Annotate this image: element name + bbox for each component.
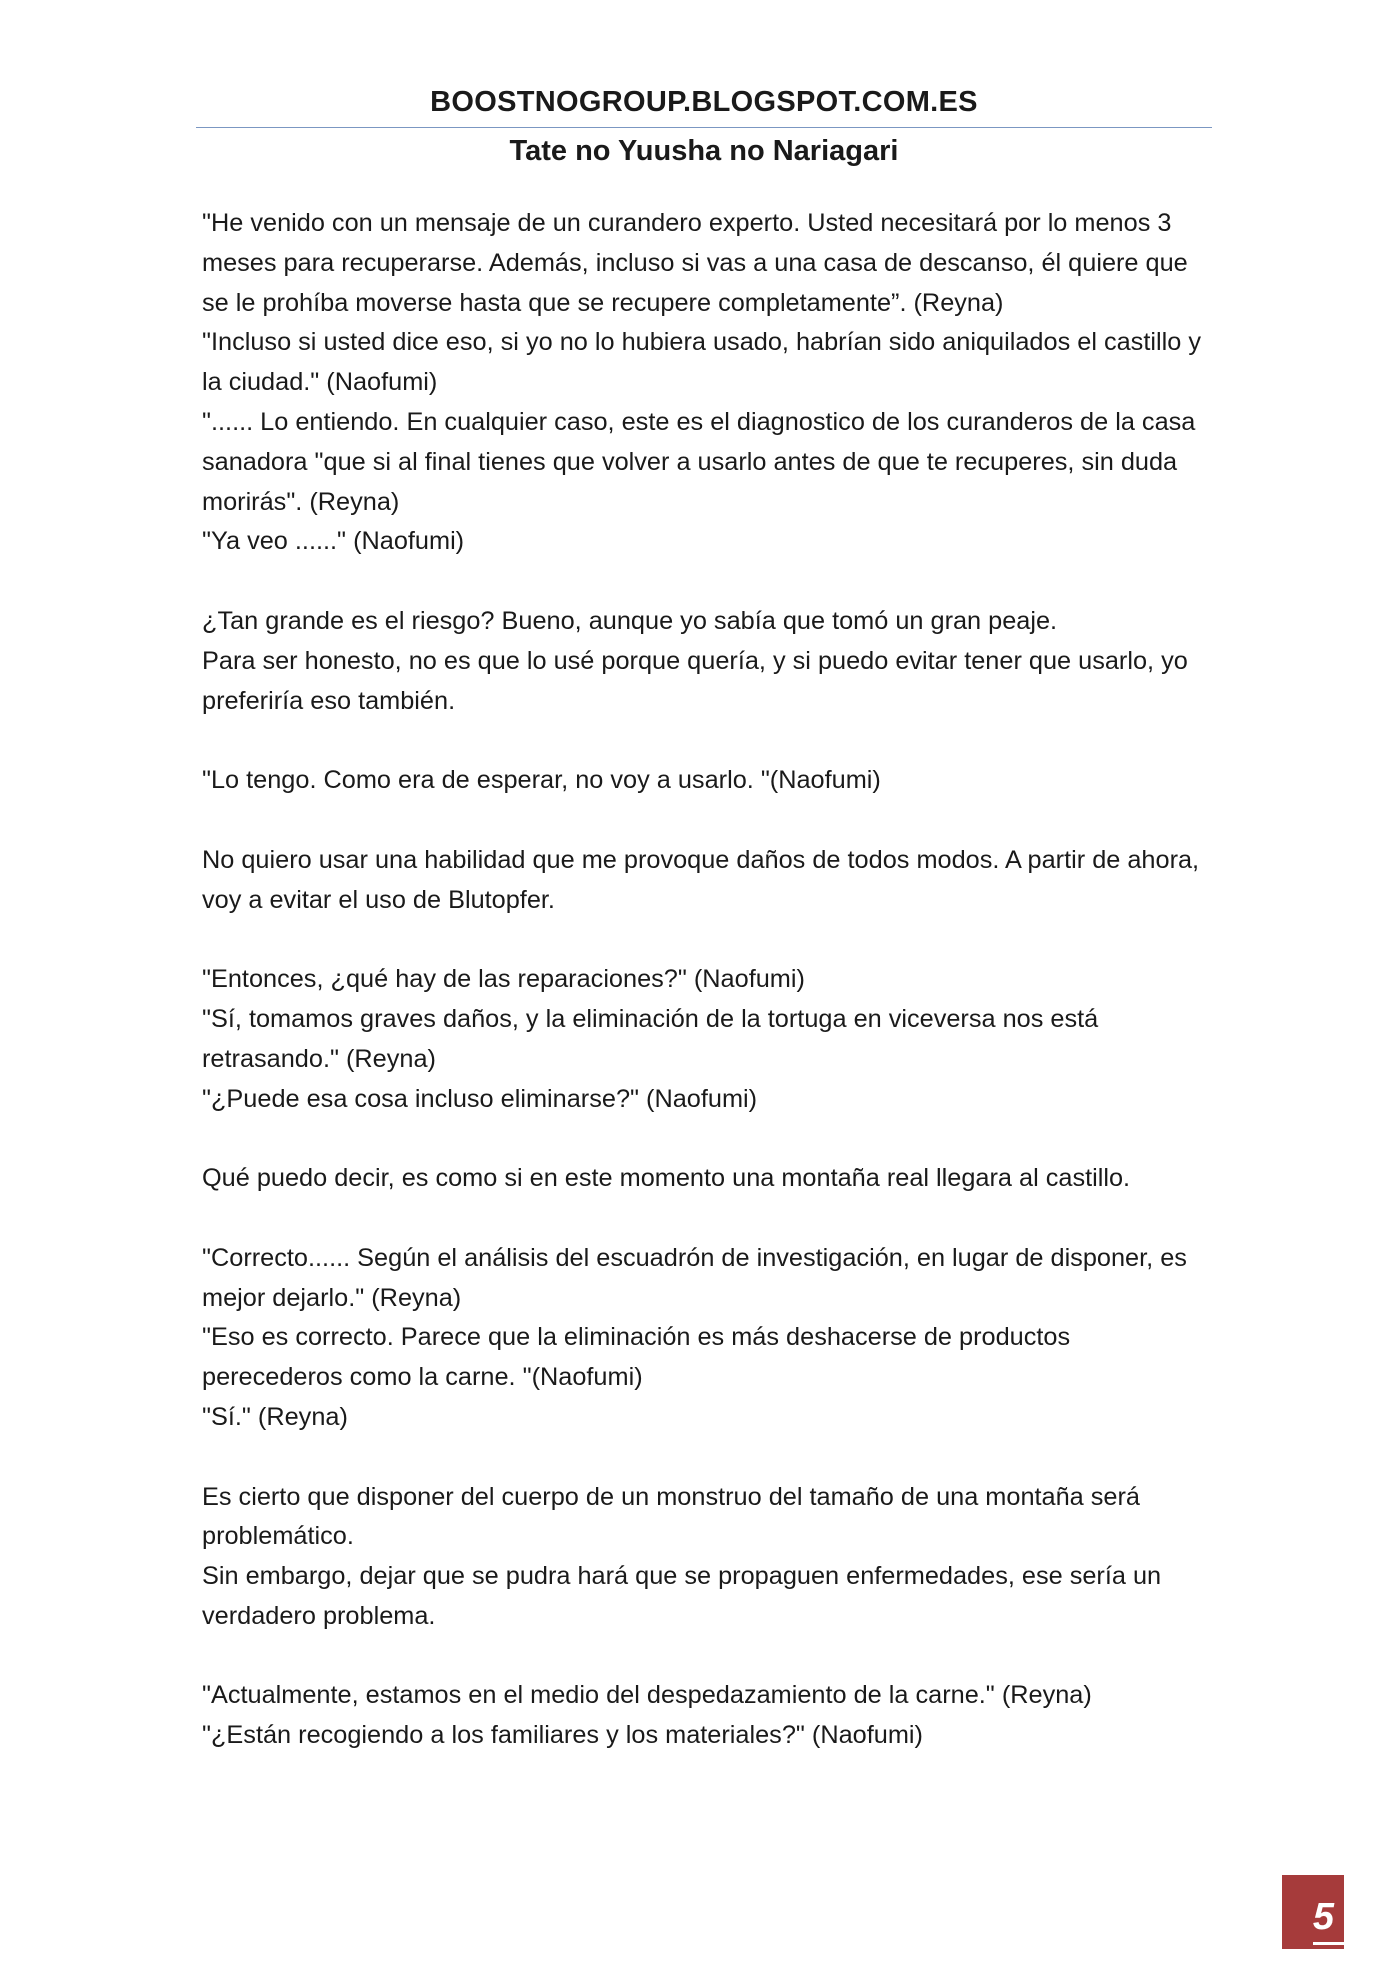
paragraph: "...... Lo entiendo. En cualquier caso, este es el diagnostico de los curanderos de la casa sanadora "que si al final tienes que volver a usarlo antes de que te recuperes, sin duda morirás". (Reyna) <box>202 407 1196 516</box>
paragraph: No quiero usar una habilidad que me provoque daños de todos modos. A partir de ahora, voy a evitar el uso de Blutopfer. <box>202 845 1200 914</box>
page-number: 5 <box>1313 1898 1344 1945</box>
paragraph: Para ser honesto, no es que lo usé porque quería, y si puedo evitar tener que usarlo, yo preferiría eso también. <box>202 646 1188 715</box>
paragraph: "Sí, tomamos graves daños, y la eliminación de la tortuga en viceversa nos está retrasando." (Reyna) <box>202 1004 1099 1073</box>
paragraph: "Ya veo ......" (Naofumi) <box>202 527 465 556</box>
paragraph: Sin embargo, dejar que se pudra hará que se propaguen enfermedades, ese sería un verdadero problema. <box>202 1562 1162 1630</box>
paragraph: "¿Puede esa cosa incluso eliminarse?" (Naofumi) <box>202 1084 758 1113</box>
paragraph: "Sí." (Reyna) <box>202 1402 348 1431</box>
paragraph: ¿Tan grande es el riesgo? Bueno, aunque yo sabía que tomó un gran peaje. <box>202 606 1058 635</box>
paragraph: Es cierto que disponer del cuerpo de un monstruo del tamaño de una montaña será problemático. <box>202 1482 1140 1551</box>
paragraph: "Correcto...... Según el análisis del escuadrón de investigación, en lugar de disponer, es mejor dejarlo." (Reyna) <box>202 1243 1187 1312</box>
paragraph: "Actualmente, estamos en el medio del despedazamiento de la carne." (Reyna) <box>202 1681 1092 1710</box>
page-header <box>196 80 1212 173</box>
paragraph: "Eso es correcto. Parece que la eliminación es más deshacerse de productos perecederos como la carne. "(Naofumi) <box>202 1323 1071 1392</box>
paragraph: "Entonces, ¿qué hay de las reparaciones?" (Naofumi) <box>202 965 805 994</box>
paragraph: "He venido con un mensaje de un curandero experto. Usted necesitará por lo menos 3 meses para recuperarse. Además, incluso si vas a una casa de descanso, él quiere que se le prohíba moverse hasta que se recupere completamente”. (Reyna) <box>202 209 1188 317</box>
page-number-badge <box>1282 1875 1344 1949</box>
site-title: BOOSTNOGROUP.BLOGSPOT.COM.ES <box>196 80 1212 128</box>
document-title: Tate no Yuusha no Nariagari <box>509 135 899 167</box>
body-text <box>202 204 1212 1756</box>
paragraph: "Lo tengo. Como era de esperar, no voy a usarlo. "(Naofumi) <box>202 766 881 795</box>
paragraph: Qué puedo decir, es como si en este momento una montaña real llegara al castillo. <box>202 1164 1131 1193</box>
paragraph: "Incluso si usted dice eso, si yo no lo hubiera usado, habrían sido aniquilados el castillo y la ciudad." (Naofumi) <box>202 328 1201 397</box>
paragraph: "¿Están recogiendo a los familiares y los materiales?" (Naofumi) <box>202 1721 923 1750</box>
